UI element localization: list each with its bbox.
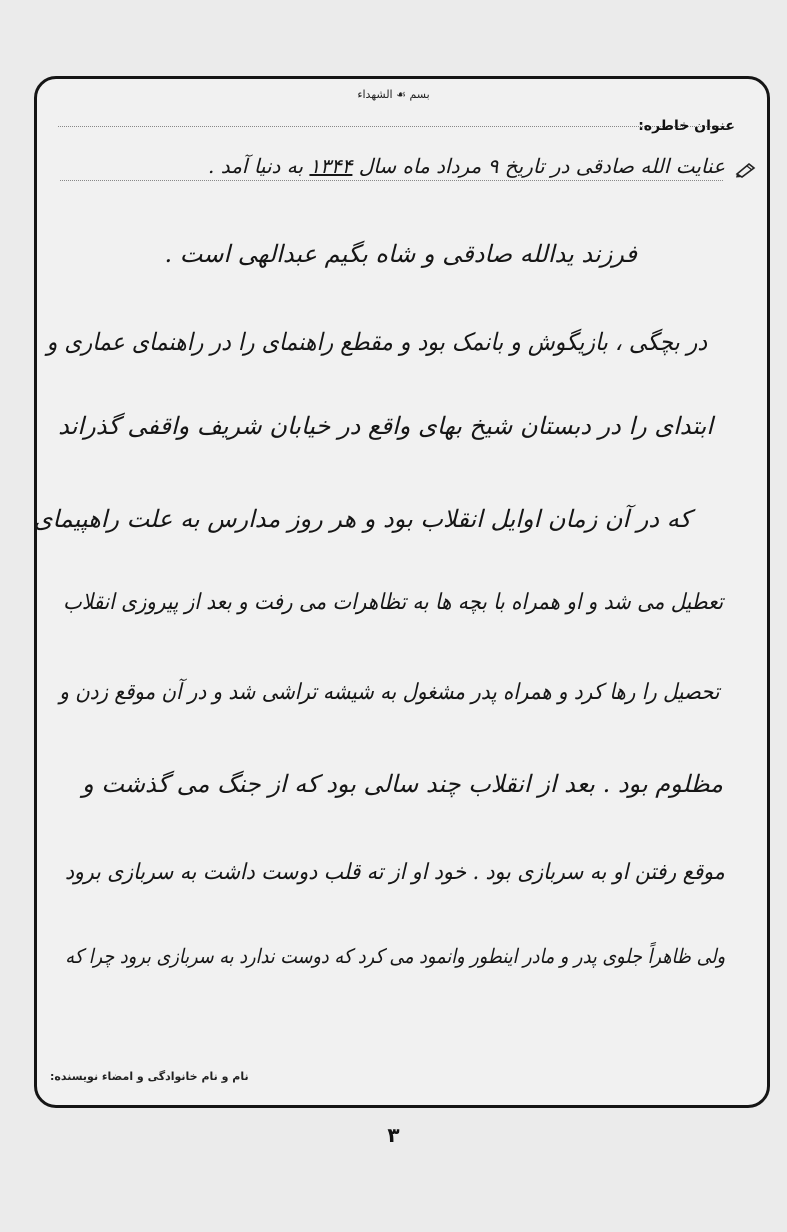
header-invocation-tail: الشهداء <box>357 88 393 101</box>
handwriting-line-4: ابتدای را در دبستان شیخ بهای واقع در خیابان شریف واقفی گذراند <box>58 412 713 440</box>
handwriting-line-8: مظلوم بود . بعد از انقلاب چند سالی بود که از جنگ می گذشت و <box>82 770 723 798</box>
handwriting-line-10: ولی ظاهراً جلوی پدر و مادر اینطور وانمود می کرد که دوست ندارد به سربازی برود چرا که <box>65 944 725 968</box>
handwriting-line-1 <box>208 154 725 178</box>
header-ornament-icon: ☙ <box>396 88 406 101</box>
author-signature-label: نام و نام خانوادگی و امضاء نویسنده: <box>50 1070 249 1083</box>
handwriting-line-3: در بچگی ، بازیگوش و بانمک بود و مقطع راهنمای را در راهنمای عماری و <box>46 328 707 356</box>
handwriting-line-2: فرزند یدالله صادقی و شاه بگیم عبدالهی است . <box>164 240 637 268</box>
pencil-icon <box>735 162 757 178</box>
memoir-title-label: عنوان خاطره: <box>638 118 735 134</box>
handwriting-line-5: که در آن زمان اوایل انقلاب بود و هر روز مدارس به علت راهپیمای <box>33 505 691 533</box>
handwriting-line-1-text: عنایت الله صادقی در تاریخ ۹ مرداد ماه سال ۱۳۴۴ به دنیا آمد . <box>207 154 725 178</box>
underlined-birth-year: ۱۳۴۴ <box>309 154 353 178</box>
title-dotted-line <box>60 180 723 181</box>
page-number: ۳ <box>387 1123 400 1147</box>
header-divider <box>58 126 729 127</box>
handwriting-line-9: موقع رفتن او به سربازی بود . خود او از ته قلب دوست داشت به سربازی برود <box>65 860 725 885</box>
handwriting-line-6: تعطیل می شد و او همراه با بچه ها به تظاهرات می رفت و بعد از پیروزی انقلاب <box>62 590 723 615</box>
page-header <box>22 88 765 101</box>
header-invocation: بسم <box>409 88 430 101</box>
handwriting-line-7: تحصیل را رها کرد و همراه پدر مشغول به شیشه تراشی شد و در آن موقع زدن و <box>58 680 719 705</box>
